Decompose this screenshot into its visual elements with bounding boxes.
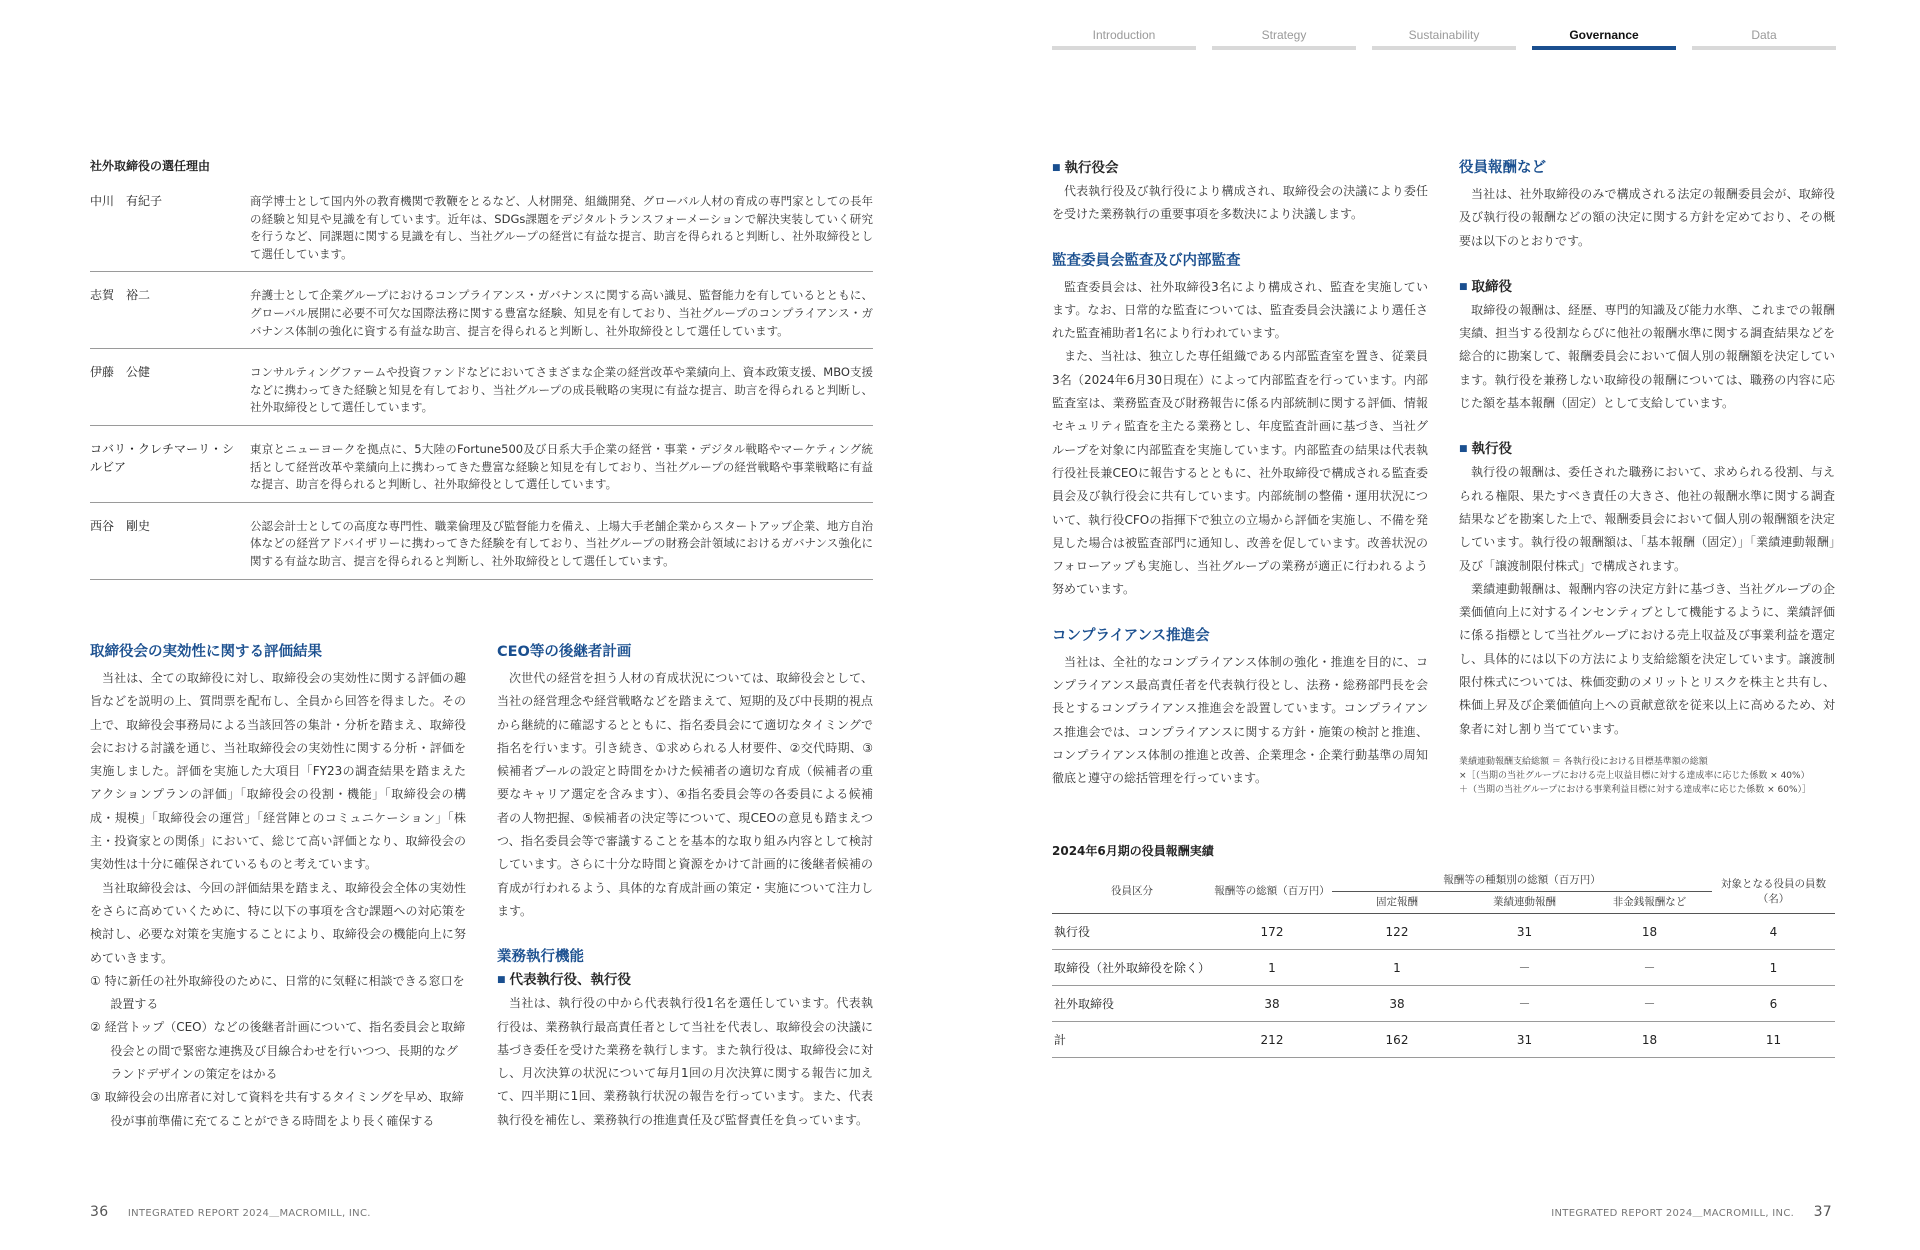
remuneration-officers xyxy=(1459,437,1835,797)
cell-performance: － xyxy=(1462,950,1587,986)
audit-heading: 監査委員会監査及び内部監査 xyxy=(1052,252,1241,269)
director-name: 中川 有紀子 xyxy=(90,194,163,208)
footer-right xyxy=(1551,1204,1832,1220)
list-item: ③ 取締役会の出席者に対して資料を共有するタイミングを早め、取締役が事前準備に充てることができる時間をより長く確保する xyxy=(90,1090,464,1128)
audit-section xyxy=(1052,249,1428,602)
director-row xyxy=(90,190,873,272)
succession-heading: CEO等の後継者計画 xyxy=(497,644,632,660)
right-column-1 xyxy=(1052,156,1428,813)
remuneration-column xyxy=(1459,156,1835,797)
director-name: 伊藤 公健 xyxy=(90,365,151,380)
formula-line: ×［（当期の当社グループにおける売上収益目標に対する達成率に応じた係数 × 40%） xyxy=(1459,770,1810,781)
cell-count: 4 xyxy=(1712,914,1835,950)
tab-data[interactable]: Data xyxy=(1692,28,1836,50)
table-row xyxy=(1052,950,1835,986)
audit-paragraph: 監査委員会は、社外取締役3名により構成され、監査を実施しています。なお、日常的な監査については、監査委員会決議により選任された監査補助者1名により行われています。 xyxy=(1052,279,1428,341)
cell-count: 11 xyxy=(1712,1022,1835,1058)
cell-non-monetary: 18 xyxy=(1587,1022,1712,1058)
remuneration-heading: 役員報酬など xyxy=(1459,160,1546,176)
compensation-table xyxy=(1052,868,1835,1058)
cell-category: 執行役 xyxy=(1052,914,1212,950)
succession-paragraph: 次世代の経営を担う人材の育成状況については、取締役会として、当社の経営理念や経営戦略などを踏まえて、短期的及び中長期的視点から継続的に確認するとともに、指名委員会にて適切なタイミングで指名を行います。引き続き、①求められる人材要件、②交代時期、③候補者プールの設定と時間をかけた候補者の適切な育成（候補者の重要なキャリア選定を含みます）、④指名委員会等の各委員による候補者の人物把握、⑤候補者の決定等について、現CEOの意見も踏まえつつ、指名委員会等で審議することを基本的な取り組み内容として検討しています。さらに十分な時間と資源をかけて計画的に後継者候補の育成が行われるよう、具体的な育成計画の策定・実施について注力します。 xyxy=(497,671,873,918)
table-row xyxy=(1052,986,1835,1022)
director-reason: 弁護士として企業グループにおけるコンプライアンス・ガバナンスに関する高い識見、監督能力を有しているとともに、グローバル展開に必要不可欠な国際法務に関する豊富な経験、知見を有しており、当社グループのコンプライアンス・ガバナンス体制の強化に資する有益な助言、提言を得られると判断し、社外取締役として選任しています。 xyxy=(250,288,873,338)
list-item: ① 特に新任の社外取締役のために、日常的に気軽に相談できる窓口を設置する xyxy=(90,973,465,1012)
cell-non-monetary: － xyxy=(1587,986,1712,1022)
page-number-right: 37 xyxy=(1813,1204,1832,1220)
execution-section xyxy=(497,945,873,1132)
page-number-left: 36 xyxy=(90,1204,109,1220)
remuneration-directors-heading: ■ 取締役 xyxy=(1459,275,1835,295)
succession-section xyxy=(497,640,873,923)
evaluation-section xyxy=(90,640,466,1133)
header-fixed: 固定報酬 xyxy=(1332,892,1462,914)
compliance-heading: コンプライアンス推進会 xyxy=(1052,627,1210,644)
director-row xyxy=(90,361,873,426)
cell-total: 1 xyxy=(1212,950,1332,986)
evaluation-paragraph: 当社は、全ての取締役に対し、取締役会の実効性に関する評価の趣旨などを説明の上、質問票を配布し、全員から回答を得ました。その上で、取締役会事務局による当該回答の集計・分析を踏まえ、取締役会における討議を通じ、当社取締役会の実効性に関する分析・評価を実施しました。評価を実施した大項目「FY23の調査結果を踏まえたアクションプランの評価」「取締役会の役割・機能」「取締役会の構成・規模」「取締役会の運営」「経営陣とのコミュニケーション」「株主・投資家との関係」において、総じて高い評価となり、取締役会の実効性は十分に確保されているものと考えています。 xyxy=(90,671,466,872)
section-nav xyxy=(1052,28,1836,50)
directors-title: 社外取締役の選任理由 xyxy=(90,159,211,173)
footer-report-name: INTEGRATED REPORT 2024＿MACROMILL, INC. xyxy=(127,1208,371,1219)
header-count: 対象となる役員の員数（名） xyxy=(1712,868,1835,914)
cell-non-monetary: 18 xyxy=(1587,914,1712,950)
cell-category: 社外取締役 xyxy=(1052,986,1212,1022)
cell-fixed: 122 xyxy=(1332,914,1462,950)
directors-table xyxy=(90,190,873,592)
cell-total: 172 xyxy=(1212,914,1332,950)
tab-governance[interactable]: Governance xyxy=(1532,28,1676,50)
cell-count: 1 xyxy=(1712,950,1835,986)
exec-committee-paragraph: 代表執行役及び執行役により構成され、取締役会の決議により委任を受けた業務執行の重要事項を多数決により決議します。 xyxy=(1052,184,1428,222)
footer-report-name: INTEGRATED REPORT 2024＿MACROMILL, INC. xyxy=(1551,1208,1795,1219)
tab-introduction[interactable]: Introduction xyxy=(1052,28,1196,50)
cell-fixed: 1 xyxy=(1332,950,1462,986)
evaluation-paragraph: 当社取締役会は、今回の評価結果を踏まえ、取締役会全体の実効性をさらに高めていくために、特に以下の事項を含む課題への対応策を検討し、必要な対策を実施することにより、取締役会の機能向上に努めていきます。 xyxy=(90,880,466,965)
formula-line: 業績連動報酬支給総額 ＝ 各執行役における目標基準額の総額 xyxy=(1459,756,1708,767)
cell-fixed: 162 xyxy=(1332,1022,1462,1058)
director-reason: 公認会計士としての高度な専門性、職業倫理及び監督能力を備え、上場大手老舗企業からスタートアップ企業、地方自治体などの経営アドバイザリーに携わってきた経験を有しており、当社グループの財務会計領域におけるガバナンス強化に関する有益な助言、提言を得られると判断し、社外取締役として選任しています。 xyxy=(250,518,873,568)
succession-column xyxy=(497,640,873,1154)
compliance-paragraph: 当社は、全社的なコンプライアンス体制の強化・推進を目的に、コンプライアンス最高責任者を代表執行役とし、法務・総務部門長を会長とするコンプライアンス推進会を設置しています。コンプライアンス推進会では、コンプライアンスに関する方針・施策の検討と推進、コンプライアンス体制の推進と改善、企業理念・企業行動基準の周知徹底と遵守の総括管理を行っています。 xyxy=(1052,654,1428,786)
footer-left xyxy=(90,1204,371,1220)
director-reason: 東京とニューヨークを拠点に、5大陸のFortune500及び日系大手企業の経営・事業・デジタル戦略やマーケティング統括として経営改革や業績向上に携わってきた豊富な経験と知見を有しており、当社グループの経営戦略や事業戦略に有益な提言、助言を得られると判断し、社外取締役として選任しています。 xyxy=(250,441,873,492)
tab-sustainability[interactable]: Sustainability xyxy=(1372,28,1516,50)
remuneration-officers-paragraph: 執行役の報酬は、委任された職務において、求められる役割、与えられる権限、果たすべき責任の大きさ、他社の報酬水準に関する調査結果などを勘案した上で、報酬委員会において個人別の報酬額を決定しています。執行役の報酬額は、「基本報酬（固定）」「業績連動報酬」及び「譲渡制限付株式」で構成されます。 xyxy=(1459,465,1835,573)
execution-heading: 業務執行機能 xyxy=(497,949,584,966)
cell-count: 6 xyxy=(1712,986,1835,1022)
cell-performance: － xyxy=(1462,986,1587,1022)
remuneration-directors-paragraph: 取締役の報酬は、経歴、専門的知識及び能力水準、これまでの報酬実績、担当する役割ならびに他社の報酬水準に関する調査結果などを総合的に勘案して、報酬委員会において個人別の報酬額を決定しています。執行役を兼務しない取締役の報酬については、職務の内容に応じた額を基本報酬（固定）として支給しています。 xyxy=(1459,302,1835,411)
cell-category: 計 xyxy=(1052,1022,1212,1058)
execution-paragraph: 当社は、執行役の中から代表執行役1名を選任しています。代表執行役は、業務執行最高責任者として当社を代表し、取締役会の決議に基づき委任を受けた業務を執行します。また執行役は、取締役会に対し、月次決算の状況について毎月1回の月次決算に関する報告に加えて、四半期に1回、業務執行状況の報告を行っています。また、代表執行役を補佐し、業務執行の推進責任及び監督責任を負っています。 xyxy=(497,996,873,1127)
cell-total: 212 xyxy=(1212,1022,1332,1058)
header-non-monetary: 非金銭報酬など xyxy=(1587,892,1712,914)
header-category: 役員区分 xyxy=(1052,868,1212,914)
remuneration-section xyxy=(1459,156,1835,253)
header-total: 報酬等の総額（百万円） xyxy=(1212,868,1332,914)
table-row xyxy=(1052,914,1835,950)
cell-non-monetary: － xyxy=(1587,950,1712,986)
director-row xyxy=(90,284,873,349)
comp-table-title: 2024年6月期の役員報酬実績 xyxy=(1052,844,1214,858)
cell-fixed: 38 xyxy=(1332,986,1462,1022)
director-reason: 商学博士として国内外の教育機関で教鞭をとるなど、人材開発、組織開発、グローバル人材の育成の専門家としての長年の経験と知見や見識を有しています。近年は、SDGs課題をデジタルトランスフォーメーションで解決実装していく研究を行うなど、同課題に関する見識を有し、当社グループの経営に有益な提言、助言を得られると判断し、社外取締役として選任しています。 xyxy=(250,194,873,261)
cell-total: 38 xyxy=(1212,986,1332,1022)
cell-performance: 31 xyxy=(1462,1022,1587,1058)
cell-performance: 31 xyxy=(1462,914,1587,950)
evaluation-list xyxy=(90,970,466,1133)
header-by-type: 報酬等の種類別の総額（百万円） xyxy=(1332,868,1712,892)
remuneration-officers-paragraph: 業績連動報酬は、報酬内容の決定方針に基づき、当社グループの企業価値向上に対するインセンティブとして機能するように、業績評価に係る指標として当社グループにおける売上収益及び事業利益を選定し、具体的には以下の方法により支給総額を決定しています。譲渡制限付株式については、株価変動のメリットとリスクを株主と共有し、株価上昇及び企業価値向上への貢献意欲を従来以上に高めるため、対象者に対し割り当てています。 xyxy=(1459,581,1835,736)
director-row xyxy=(90,515,873,580)
remuneration-directors xyxy=(1459,275,1835,415)
cell-category: 取締役（社外取締役を除く） xyxy=(1052,950,1212,986)
execution-subheading: ■ 代表執行役、執行役 xyxy=(497,968,873,988)
exec-committee-section xyxy=(1052,156,1428,227)
remuneration-paragraph: 当社は、社外取締役のみで構成される法定の報酬委員会が、取締役及び執行役の報酬などの額の決定に関する方針を定めており、その概要は以下のとおりです。 xyxy=(1459,187,1835,248)
director-name: 志賀 裕二 xyxy=(90,288,151,303)
compliance-section xyxy=(1052,624,1428,791)
audit-paragraph: また、当社は、独立した専任組織である内部監査室を置き、従業員3名（2024年6月30日現在）によって内部監査を行っています。内部監査室は、業務監査及び財務報告に係る内部統制に関する評価、情報セキュリティ監査を主たる業務とし、年度監査計画に基づき、当社グループを対象に内部監査を実施しています。内部監査の結果は代表執行役社長兼CEOに報告するとともに、社外取締役で構成される監査委員会及び執行役会に共有しています。内部統制の整備・運用状況について、執行役CFOの指揮下で独立の立場から評価を実施し、不備を発見した場合は被監査部門に通知し、改善を促しています。改善状況のフォローアップも実施し、当社グループの業務が適正に行われるよう努めています。 xyxy=(1052,349,1428,597)
remuneration-formula xyxy=(1459,755,1835,797)
remuneration-officers-heading: ■ 執行役 xyxy=(1459,437,1835,457)
director-name: コバリ・クレチマーリ・シルビア xyxy=(90,441,235,474)
list-item: ② 経営トップ（CEO）などの後継者計画について、指名委員会と取締役会との間で緊密な連携及び目線合わせを行いつつ、長期的なグランドデザインの策定をはかる xyxy=(90,1020,466,1082)
director-name: 西谷 剛史 xyxy=(90,518,151,533)
evaluation-heading: 取締役会の実効性に関する評価結果 xyxy=(90,644,322,660)
director-reason: コンサルティングファームや投資ファンドなどにおいてさまざまな企業の経営改革や業績向上、資本政策支援、MBO支援などに携わってきた経験と知見を有しており、当社グループの成長戦略の実現に有益な提言、助言を得られると判断し、社外取締役として選任しています。 xyxy=(250,365,873,415)
tab-strategy[interactable]: Strategy xyxy=(1212,28,1356,50)
formula-line: ＋（当期の当社グループにおける事業利益目標に対する達成率に応じた係数 × 60%）］ xyxy=(1459,784,1812,795)
director-row xyxy=(90,438,873,503)
header-performance: 業績連動報酬 xyxy=(1462,892,1587,914)
exec-committee-heading: ■ 執行役会 xyxy=(1052,156,1428,176)
table-row xyxy=(1052,1022,1835,1058)
